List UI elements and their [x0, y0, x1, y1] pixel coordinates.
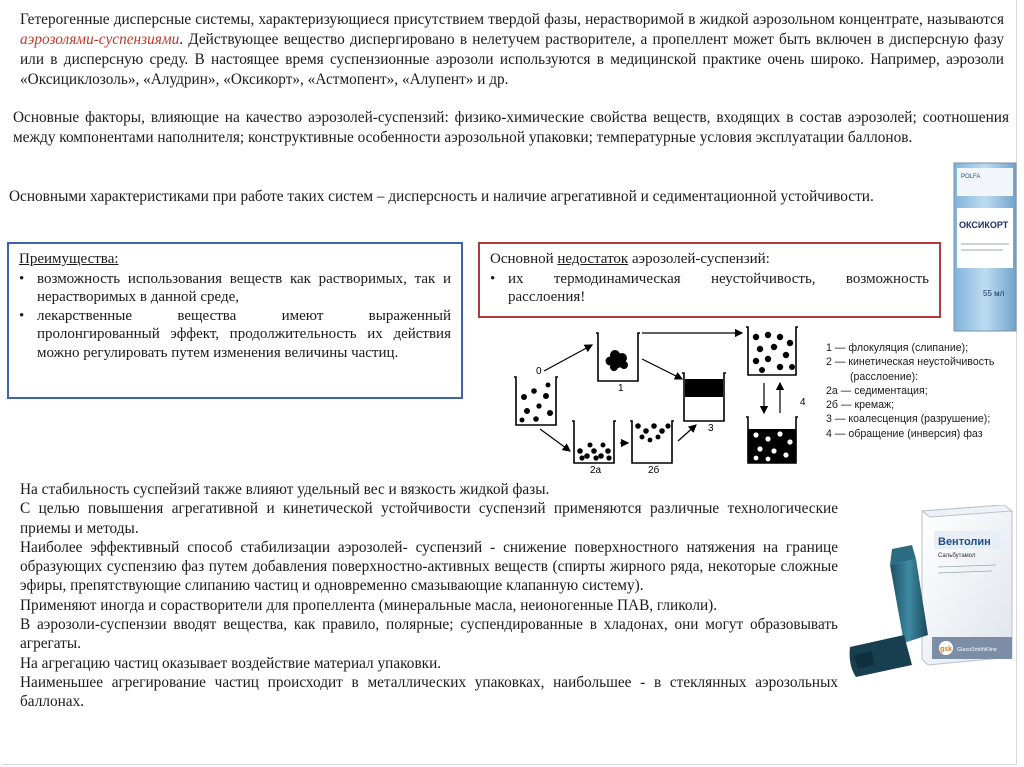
intro-paragraph	[20, 10, 1004, 90]
advantages-title: Преимущества:	[19, 251, 119, 267]
diagram-label-2b: 2б	[648, 465, 660, 475]
advantages-box	[7, 242, 463, 399]
advantage-item: • лекарственные вещества имеют выраженный пролонгированный эффект, продолжительность их действия можно регулировать путем изменения величины частиц.	[19, 307, 451, 363]
characteristics-paragraph: Основными характеристиками при работе таких систем – дисперсность и наличие агрегативной и седиментационной устойчивости.	[9, 188, 874, 205]
advantage-item: • возможность использования веществ как растворимых, так и нерастворимых в данной среде,	[19, 270, 451, 307]
intro-highlight-term: аэрозолями-суспензиями	[20, 31, 180, 48]
stability-paragraph: Наименьшее агрегирование частиц происходит в металлических упаковках, наибольшее - в стеклянных аэрозольных баллонах.	[20, 673, 838, 711]
ventolin-logo-text: gsk	[940, 646, 953, 653]
dispersion-stability-diagram	[510, 325, 822, 475]
ventolin-package-image	[846, 505, 1016, 685]
disadvantage-item: • их термодинамическая неустойчивость, возможность расслоения!	[490, 270, 929, 307]
diagram-label-3: 3	[708, 423, 714, 434]
disadvantage-title: Основной недостаток аэрозолей-суспензий:	[490, 251, 770, 267]
legend-item: (расслоение):	[850, 370, 919, 383]
stability-paragraph: На агрегацию частиц оказывает воздействие материал упаковки.	[20, 654, 442, 672]
legend-item: 2б — кремаж;	[826, 399, 895, 412]
legend-item: 1 — флокуляция (слипание);	[826, 342, 969, 354]
oksikort-package-image	[953, 162, 1019, 334]
disadvantage-box	[478, 242, 941, 318]
factors-paragraph: Основные факторы, влияющие на качество аэрозолей-суспензий: физико-химические свойства веществ, входящих в состав аэрозолей; соотношения между компонентами наполнителя; конструктивные особенности аэрозольной упаковки; температурные условия эксплуатации баллонов.	[13, 109, 1009, 146]
stability-paragraph: На стабильность суспейзий также влияют удельный вес и вязкость жидкой фазы.	[20, 481, 550, 498]
ventolin-subtitle-text: Сальбутамол	[938, 553, 976, 559]
stability-paragraph: В аэрозоли-суспензии вводят вещества, как правило, полярные; суспендированные в хладонах, они могут образовывать агрегаты.	[20, 616, 838, 653]
oksikort-maker-text: POLFA	[961, 174, 981, 180]
stability-text-block	[20, 480, 838, 712]
stability-paragraph: Применяют иногда и сорастворители для пропеллента (минеральные масла, неионогенные ПАВ, гликоли).	[20, 596, 718, 614]
ventolin-brand-text: Вентолин	[938, 536, 991, 548]
oksikort-brand-text: ОКСИКОРТ	[959, 220, 1009, 230]
ventolin-company-text: GlaxoSmithKline	[957, 647, 997, 653]
oksikort-volume-text: 55 мл	[983, 289, 1005, 298]
legend-item: 3 — коалесценция (разрушение);	[826, 413, 991, 426]
legend-item: 2а — седиментация;	[826, 384, 928, 397]
intro-text-end: . Действующее вещество диспергировано в нелетучем растворителе, а пропеллент может быть включен в дисперсную фазу или в дисперсную среду. В настоящее время суспензионные аэрозоли используются в медицинской практике очень широко. Например, аэрозоли «Оксициклозоль», «Алудрин», «Оксикорт», «Астмопент», «Алупент» и др.	[20, 31, 1004, 88]
diagram-label-0: 0	[536, 366, 542, 377]
legend-item: 4 — обращение (инверсия) фаз	[826, 427, 983, 440]
stability-paragraph: Наиболее эффективный способ стабилизации аэрозолей- суспензий - снижение поверхностного натяжения на границе образующих суспензию фаз путем добавления поверхностно-активных веществ (спирты жирного ряда, некоторые сложные эфиры, препятствующие слипанию частиц и одновременно смазывающие клапанную систему).	[20, 538, 838, 595]
disadvantage-list	[490, 270, 929, 307]
legend-item: 2 — кинетическая неустойчивость	[826, 356, 995, 369]
intro-text-start: Гетерогенные дисперсные системы, характеризующиеся присутствием твердой фазы, нерастворимой в жидкой аэрозольном концентрате, называются	[20, 11, 1004, 28]
diagram-label-4: 4	[800, 397, 806, 408]
diagram-label-1: 1	[618, 383, 624, 394]
diagram-legend	[826, 341, 1016, 441]
stability-paragraph: С целью повышения агрегативной и кинетической устойчивости суспензий применяются различные технологические приемы и методы.	[20, 500, 838, 537]
advantages-list	[19, 270, 451, 363]
diagram-label-2a: 2а	[590, 465, 602, 475]
